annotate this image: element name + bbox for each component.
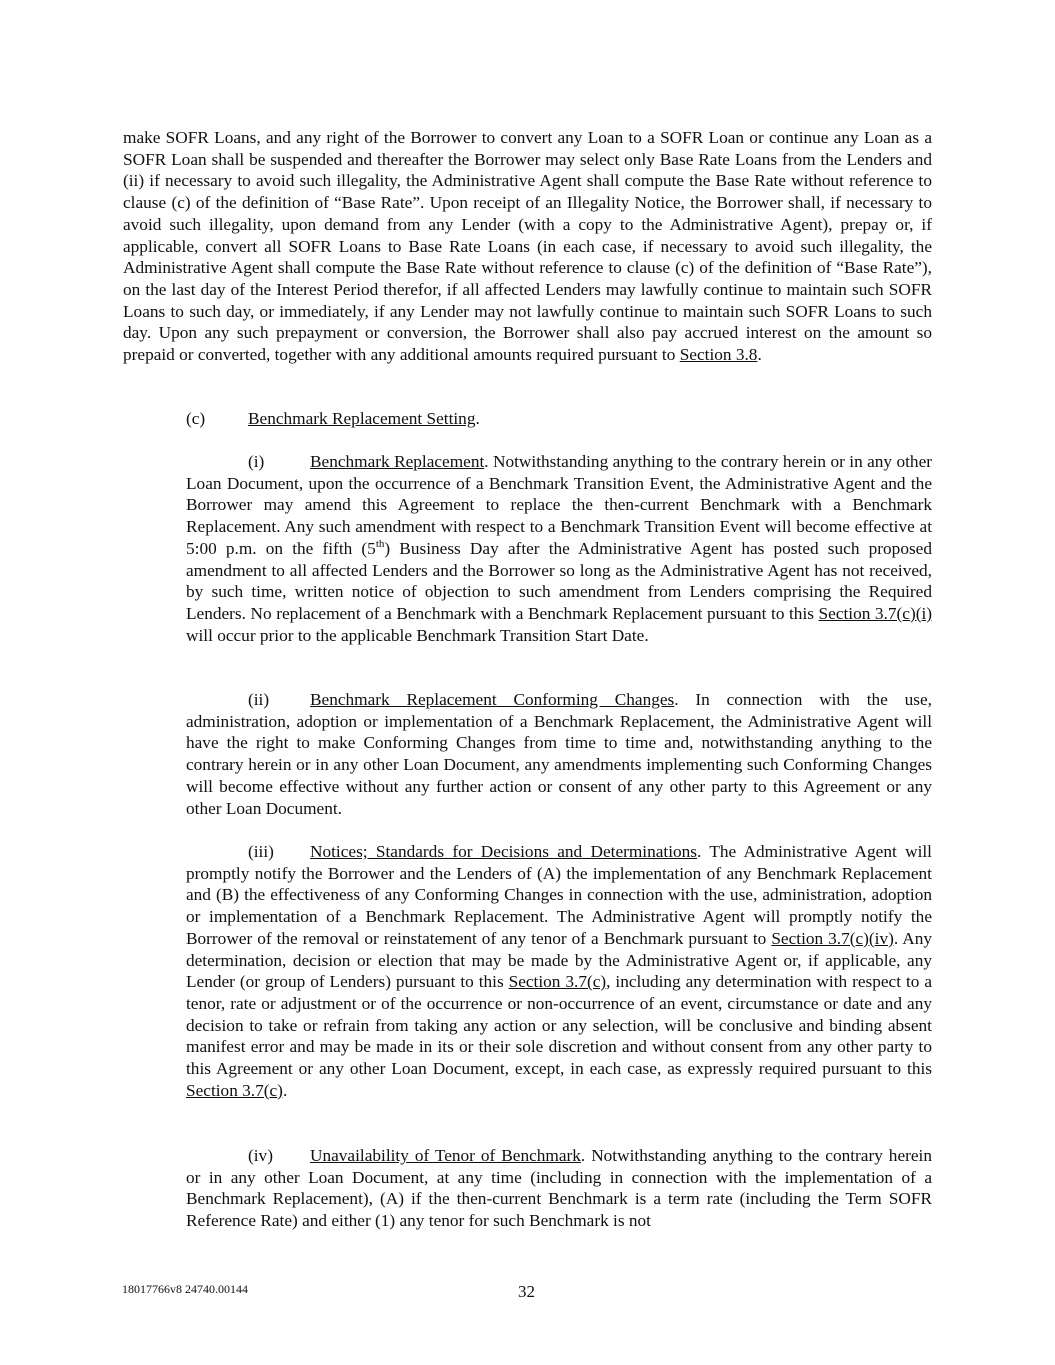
subsection-label: (ii)	[248, 690, 270, 709]
page-number: 32	[518, 1282, 535, 1301]
subsection-label: (iii)	[248, 842, 274, 861]
section-reference: Section 3.7(c)	[186, 1080, 283, 1100]
section-reference: Section 3.7(c)(i)	[818, 603, 933, 623]
subsection-ii: (ii) Benchmark Replacement Conforming Changes. In connection with the use, administration, adoption or implementation of a Benchmark Replacement, the Administrative Agent will have the right to make Conforming Changes from time to time and, notwithstanding anything to the contrary herein or in any other Loan Document, any amendments implementing such Conforming Changes will become effective without any further action or consent of any other party to this Agreement or any other Loan Document.	[186, 690, 932, 818]
section-c-heading: (c) Benchmark Replacement Setting.	[186, 409, 480, 428]
subsection-i: (i) Benchmark Replacement. Notwithstanding anything to the contrary herein or in any other Loan Document, upon the occurrence of a Benchmark Transition Event, the Administrative Agent and the Borrower may amend this Agreement to replace the then-current Benchmark with a Benchmark Replacement. Any such amendment with respect to a Benchmark Transition Event will become effective at 5:00 p.m. on the fifth (5th) Business Day after the Administrative Agent has posted such proposed amendment to all affected Lenders and the Borrower so long as the Administrative Agent has not received, by such time, written notice of objection to such amendment from Lenders comprising the Required Lenders. No replacement of a Benchmark with a Benchmark Replacement pursuant to this Section 3.7(c)(i) will occur prior to the applicable Benchmark Transition Start Date.	[186, 452, 933, 645]
section-reference: Section 3.7(c)	[508, 972, 607, 992]
subsection-label: (i)	[248, 452, 265, 471]
subsection-iv: (iv) Unavailability of Tenor of Benchmark. Notwithstanding anything to the contrary herein or in any other Loan Document, at any time (including in connection with the implementation of a Benchmark Replacement), (A) if the then-current Benchmark is a term rate (including the Term SOFR Reference Rate) and either (1) any tenor for such Benchmark is not	[186, 1146, 932, 1231]
section-label: (c)	[186, 409, 206, 428]
subsection-title: Benchmark Replacement Conforming Changes	[310, 690, 675, 709]
document-id: 18017766v8 24740.00144	[122, 1282, 248, 1296]
subsection-title: Benchmark Replacement	[310, 452, 485, 471]
subsection-title: Notices; Standards for Decisions and Determinations	[310, 842, 698, 861]
paragraph-continuation: make SOFR Loans, and any right of the Borrower to convert any Loan to a SOFR Loan or continue any Loan as a SOFR Loan shall be suspended and thereafter the Borrower may select only Base Rate Loans from the Lenders and (ii) if necessary to avoid such illegality, the Administrative Agent shall compute the Base Rate without reference to clause (c) of the definition of “Base Rate”. Upon receipt of an Illegality Notice, the Borrower shall, if necessary to avoid such illegality, upon demand from any Lender (with a copy to the Administrative Agent), prepay or, if applicable, convert all SOFR Loans to Base Rate Loans (in each case, if necessary to avoid such illegality, the Administrative Agent shall compute the Base Rate without reference to clause (c) of the definition of “Base Rate”), on the last day of the Interest Period therefor, if all affected Lenders may lawfully continue to maintain such SOFR Loans to such day, or immediately, if any Lender may not lawfully continue to maintain such SOFR Loans to such day. Upon any such prepayment or conversion, the Borrower shall also pay accrued interest on the amount so prepaid or converted, together with any additional amounts required pursuant to Section 3.8.	[123, 128, 932, 365]
superscript: th	[375, 538, 385, 551]
section-title: Benchmark Replacement Setting	[248, 409, 476, 428]
section-reference: Section 3.7(c)(iv)	[771, 928, 894, 948]
section-reference: Section 3.8	[679, 345, 758, 365]
subsection-title: Unavailability of Tenor of Benchmark	[310, 1146, 581, 1165]
subsection-iii: (iii) Notices; Standards for Decisions and Determinations. The Administrative Agent will promptly notify the Borrower and the Lenders of (A) the implementation of any Benchmark Replacement and (B) the effectiveness of any Conforming Changes in connection with the use, administration, adoption or implementation of a Benchmark Replacement. The Administrative Agent will promptly notify the Borrower of the removal or reinstatement of any tenor of a Benchmark pursuant to Section 3.7(c)(iv). Any determination, decision or election that may be made by the Administrative Agent or, if applicable, any Lender (or group of Lenders) pursuant to this Section 3.7(c), including any determination with respect to a tenor, rate or adjustment or of the occurrence or non-occurrence of an event, circumstance or date and any decision to take or refrain from taking any action or any selection, will be conclusive and binding absent manifest error and may be made in its or their sole discretion and without consent from any other party to this Agreement or any other Loan Document, except, in each case, as expressly required pursuant to this Section 3.7(c).	[186, 842, 933, 1100]
subsection-label: (iv)	[248, 1146, 273, 1165]
